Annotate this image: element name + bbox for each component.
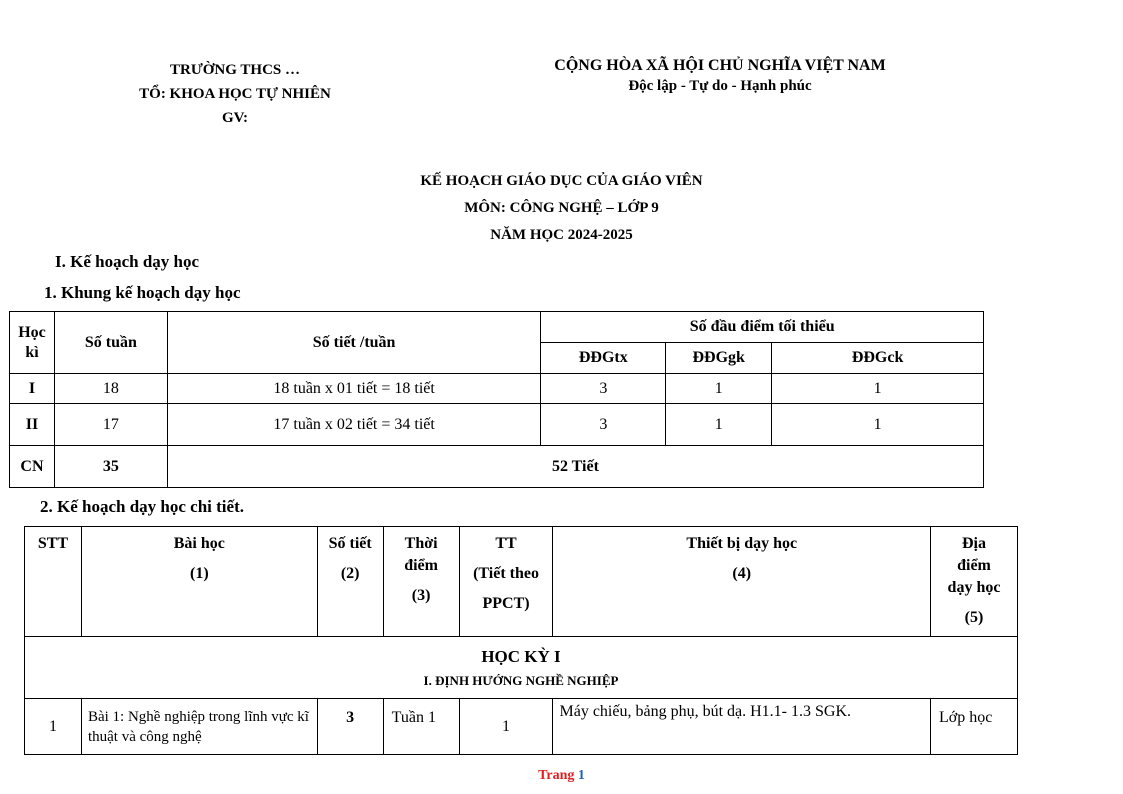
cell-periods: 3 [317,699,383,755]
cell-total-weeks: 35 [54,446,167,488]
page-footer [0,768,1123,784]
header-ddgtx: ĐĐGtx [541,343,666,374]
detail-plan-table [24,526,1018,755]
cell-weeks: 18 [54,374,167,404]
doc-subject: MÔN: CÔNG NGHỆ – LỚP 9 [464,200,659,216]
cell-tx: 3 [541,404,666,446]
school-name: TRƯỜNG THCS … [169,62,301,78]
cell-tt: 1 [459,699,553,755]
country-name: CỘNG HÒA XÃ HỘI CHỦ NGHĨA VIỆT NAM [554,57,886,74]
cell-time: Tuần 1 [383,699,459,755]
term-heading: HỌC KỲ I [481,646,561,666]
header-periods: Số tiết /tuần [167,312,541,374]
cell-ck: 1 [772,404,984,446]
cell-gk: 1 [666,374,772,404]
national-motto: Độc lập - Tự do - Hạnh phúc [628,78,812,94]
doc-year: NĂM HỌC 2024-2025 [490,227,633,243]
cell-total-term: CN [10,446,55,488]
national-header [520,56,920,96]
cell-ck: 1 [772,374,984,404]
cell-place: Lớp học [931,699,1018,755]
cell-periods: 18 tuần x 01 tiết = 18 tiết [167,374,541,404]
header-periods: Số tiết (2) [317,527,383,637]
header-equipment: Thiết bị dạy học (4) [553,527,931,637]
cell-term: II [10,404,55,446]
table-row [25,699,1018,755]
section-heading-1: I. Kế hoạch dạy học [55,252,200,271]
header-lesson: Bài học (1) [81,527,317,637]
cell-stt: 1 [25,699,82,755]
header-weeks: Số tuần [54,312,167,374]
teacher-label: GV: [221,110,249,126]
header-min-scores: Số đầu điểm tối thiểu [541,312,984,343]
section-heading-1-1: 1. Khung kế hoạch dạy học [44,283,241,302]
cell-total-periods: 52 Tiết [167,446,983,488]
page-number: 1 [577,768,585,783]
page-label: Trang [538,768,575,783]
cell-tx: 3 [541,374,666,404]
cell-gk: 1 [666,404,772,446]
doc-title: KẾ HOẠCH GIÁO DỤC CỦA GIÁO VIÊN [420,173,703,189]
header-time: Thời điểm (3) [383,527,459,637]
header-term: Học kì [10,312,55,374]
chapter-heading: I. ĐỊNH HƯỚNG NGHỀ NGHIỆP [423,672,619,688]
table-total-row [10,446,984,488]
cell-term: I [10,374,55,404]
header-ddggk: ĐĐGgk [666,343,772,374]
school-header [110,58,360,130]
table-row [10,404,984,446]
header-ddgck: ĐĐGck [772,343,984,374]
cell-equipment: Máy chiếu, bảng phụ, bút dạ. H1.1- 1.3 SGK. [553,699,931,755]
framework-table [9,311,984,488]
cell-lesson: Bài 1: Nghề nghiệp trong lĩnh vực kĩ thuật và công nghệ [81,699,317,755]
cell-weeks: 17 [54,404,167,446]
header-tt: TT (Tiết theo PPCT) [459,527,553,637]
table-row [10,374,984,404]
cell-periods: 17 tuần x 02 tiết = 34 tiết [167,404,541,446]
header-place: Địa điểm dạy học (5) [931,527,1018,637]
term-heading-cell [25,637,1018,699]
department-name: TỔ: KHOA HỌC TỰ NHIÊN [139,86,331,102]
header-stt: STT [25,527,82,637]
section-heading-1-2: 2. Kế hoạch dạy học chi tiết. [40,497,244,516]
